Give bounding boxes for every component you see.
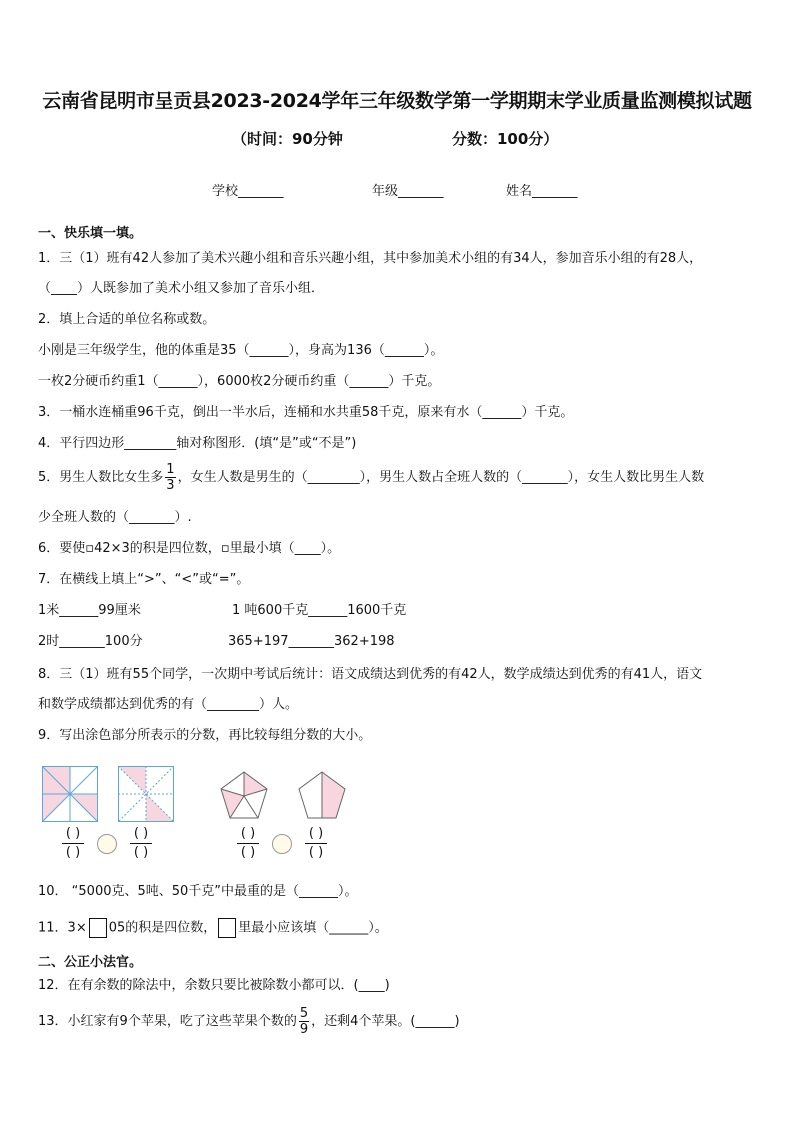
answer-denominator: ( ): [240, 845, 256, 860]
question-5-line-1: [38, 462, 704, 493]
score-label: 分数：100分）: [452, 130, 559, 148]
question-1-line-2: （____）人既参加了美术小组又参加了音乐小组．: [38, 281, 325, 296]
pentagon-diagram-2: [296, 770, 348, 822]
question-7: 7．在横线上填上“>”、“<”或“=”。: [38, 572, 250, 587]
grade-field: 年级_______: [372, 184, 444, 199]
question-6: 6．要使▫42×3的积是四位数，▫里最小填（____）。: [38, 541, 341, 556]
answer-numerator: ( ): [308, 826, 324, 841]
question-11-suffix: 里最小应该填（______）。: [238, 920, 388, 936]
question-5-suffix: ，女生人数是男生的（________），男生人数占全班人数的（_______），女生人数比男生人数: [177, 470, 705, 485]
question-4: 4．平行四边形________轴对称图形．(填“是”或“不是”): [38, 436, 357, 451]
name-field: 姓名_______: [506, 184, 578, 199]
question-11-prefix: 11．3×: [38, 920, 87, 936]
question-5-line-2: 少全班人数的（_______）.: [38, 510, 192, 525]
fraction-five-ninths: [299, 1006, 309, 1037]
answer-denominator: ( ): [65, 845, 81, 860]
question-13-suffix: ，还剩4个苹果。(______): [311, 1014, 460, 1029]
pentagon-diagram-1: [218, 770, 270, 822]
question-2-line-a: 小刚是三年级学生，他的体重是35（______），身高为136（______）。: [38, 343, 444, 358]
question-2: 2．填上合适的单位名称或数。: [38, 312, 216, 327]
question-2-line-b: 一枚2分硬币约重1（______），6000枚2分硬币约重（______）千克。: [38, 374, 441, 389]
answer-fraction-1[interactable]: [58, 826, 88, 861]
blank-box[interactable]: [218, 918, 236, 938]
question-7-row-1-b: 1 吨600千克______1600千克: [232, 603, 407, 618]
blank-box[interactable]: [89, 918, 107, 938]
question-8-line-1: 8．三（1）班有55个同学，一次期中考试后统计：语文成绩达到优秀的有42人，数学成绩达到优秀的有41人，语文: [38, 667, 703, 682]
question-10: 10． “5000克、5吨、50千克”中最重的是（______）。: [38, 884, 358, 899]
question-9: 9．写出涂色部分所表示的分数，再比较每组分数的大小。: [38, 728, 372, 743]
fraction-one-third: [165, 462, 175, 493]
square-diagram-2: [118, 766, 174, 822]
question-7-row-2-b: 365+197_______362+198: [228, 634, 395, 649]
question-13-prefix: 13．小红家有9个苹果，吃了这些苹果个数的: [38, 1014, 297, 1029]
fraction-numerator: 5: [299, 1006, 309, 1021]
question-7-row-2-a: 2时_______100分: [38, 634, 143, 649]
answer-denominator: ( ): [308, 845, 324, 860]
question-13: [38, 1006, 460, 1037]
compare-circle-1[interactable]: [97, 834, 117, 854]
question-1-line-1: 1．三（1）班有42人参加了美术兴趣小组和音乐兴趣小组，其中参加美术小组的有34人，参加音乐小组的有28人，: [38, 251, 703, 266]
section-heading-1: 一、快乐填一填。: [38, 226, 143, 241]
fraction-denominator: 9: [299, 1022, 309, 1037]
answer-numerator: ( ): [65, 826, 81, 841]
school-field: 学校_______: [212, 184, 284, 199]
compare-circle-2[interactable]: [272, 834, 292, 854]
question-12: 12．在有余数的除法中，余数只要比被除数小都可以．(____): [38, 978, 390, 993]
fraction-numerator: 1: [166, 462, 175, 477]
question-3: 3．一桶水连桶重96千克，倒出一半水后，连桶和水共重58千克，原来有水（______）千克。: [38, 405, 574, 420]
page-title: 云南省昆明市呈贡县2023-2024学年三年级数学第一学期期末学业质量监测模拟试题: [42, 90, 752, 112]
answer-fraction-2[interactable]: [126, 826, 156, 861]
question-8-line-2: 和数学成绩都达到优秀的有（________）人。: [38, 697, 299, 712]
question-7-row-1-a: 1米______99厘米: [38, 603, 141, 618]
answer-fraction-4[interactable]: [301, 826, 331, 861]
fraction-denominator: 3: [166, 478, 175, 493]
answer-numerator: ( ): [133, 826, 149, 841]
answer-fraction-3[interactable]: [233, 826, 263, 861]
square-diagram-1: [42, 766, 98, 822]
question-5-prefix: 5．男生人数比女生多: [38, 470, 164, 485]
section-heading-2: 二、公正小法官。: [38, 955, 143, 970]
question-11: [38, 918, 388, 938]
answer-numerator: ( ): [240, 826, 256, 841]
question-11-middle: 05的积是四位数，: [108, 920, 217, 936]
answer-denominator: ( ): [133, 845, 149, 860]
time-label: （时间：90分钟: [232, 130, 343, 148]
